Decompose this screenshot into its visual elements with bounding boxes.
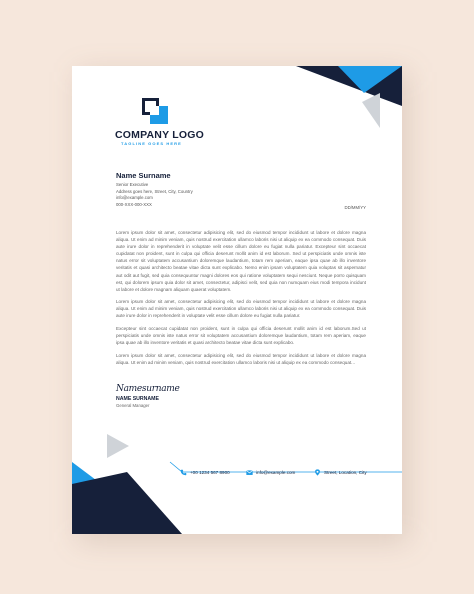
body-paragraph: Lorem ipsum dolor sit amet, consectetur adipisicing elit, sed do eiusmod tempor incididunt ut labore et dolore magna aliqua. Ut enim ad minim veniam, quis nostrud exercitation ullamco laboris nisi ut aliquip ex ea commodo consequat... [116, 352, 366, 365]
logo-tagline: TAGLINE GOES HERE [121, 141, 182, 146]
gray-triangle-shape [362, 93, 380, 128]
footer-email-text: info@example.com [256, 470, 296, 475]
phone-icon [180, 469, 187, 476]
body-paragraph: Excepteur sint occaecat cupidatat non proident, sunt in culpa qui officia deserunt mollit anim id est laborum.Sed ut perspiciatis unde omnis iste natus error sit voluptatem accusantium doloremque laudantium, totam rem aperiam, eaque ipsa quae ab illo inventore veritatis et quasi architecto beatae vitae dicta sunt explicabo. [116, 325, 366, 346]
body-paragraph: Lorem ipsum dolor sit amet, consectetur adipisicing elit, sed do eiusmod tempor incididunt ut labore et dolore magna aliqua. Ut enim ad minim veniam, quis nostrud exercitation ullamco laboris nisi ut aliquip ex ea commodo consequat. Duis aute irure dolor in reprehenderit in voluptate velit esse cillum dolore eu fugiat nulla pariatur. [116, 299, 366, 319]
footer-phone [180, 469, 230, 476]
sender-email: info@example.com [116, 195, 153, 201]
gray-triangle-shape-bottom [107, 434, 129, 458]
footer-location-text: Street, Location, City [324, 470, 367, 475]
email-icon [246, 469, 253, 476]
sender-phone: 000-XXX-000-XXX [116, 201, 152, 207]
footer-phone-text: +00 1234 567 8900 [190, 470, 230, 475]
company-logo [115, 98, 204, 147]
sender-title: Senior Executive [116, 182, 149, 187]
footer-contact-bar [180, 469, 390, 479]
navy-triangle-shape-bottom [72, 472, 182, 534]
handwritten-signature: Namesurname [116, 384, 180, 394]
footer-location [314, 469, 367, 476]
body-paragraph: Lorem ipsum dolor sit amet, consectetur adipisicing elit, sed do eiusmod tempor incididunt ut labore et dolore magna aliqua. Ut enim ad minim veniam, quis nostrud exercitation ullamco laboris nisi ut aliquip ex ea commodo consequat. Duis aute irure dolor in reprehenderit in voluptate velit esse cillum dolore eu fugiat nulla pariatur. Excepteur sint occaecat cupidatat non proident, sunt in culpa qui officia deserunt mollit anim id est laborum. Sed ut perspiciatis unde omnis iste natus error sit voluptatem accusantium doloremque laudantium, totam rem aperiam, eaque ipsa quae ab illo inventore veritatis et quasi architecto beatae vitae dicta sunt explicabo. Nemo enim ipsam voluptatem quia voluptas sit aspernatur aut odit aut fugit, sed quia consequuntur magni dolores eos qui ratione voluptatem sequi nesciunt. Neque porro quisquam est, qui dolorem ipsum quia dolor sit amet, consectetur, adipisci velit, sed quia non numquam eius modi tempora incidunt ut labore et dolore magnam aliquam quaerat voluptatem. [116, 230, 366, 292]
signatory-title: General Manager [116, 403, 150, 408]
logo-mark-icon [142, 98, 170, 126]
top-right-corner-decoration [282, 66, 402, 136]
signatory-name: NAME SURNAME [116, 396, 159, 402]
sender-details [116, 182, 193, 208]
location-pin-icon [314, 469, 321, 476]
footer-email [246, 469, 295, 476]
letter-date: DD/MM/YY [344, 205, 366, 210]
bottom-left-corner-decoration [72, 428, 402, 534]
sender-name: Name Surname [116, 171, 171, 180]
sender-address: Address goes here, Street, City, Country [116, 188, 193, 194]
letterhead-page [72, 66, 402, 534]
letter-body [116, 229, 366, 371]
logo-company-name: COMPANY LOGO [115, 129, 204, 141]
